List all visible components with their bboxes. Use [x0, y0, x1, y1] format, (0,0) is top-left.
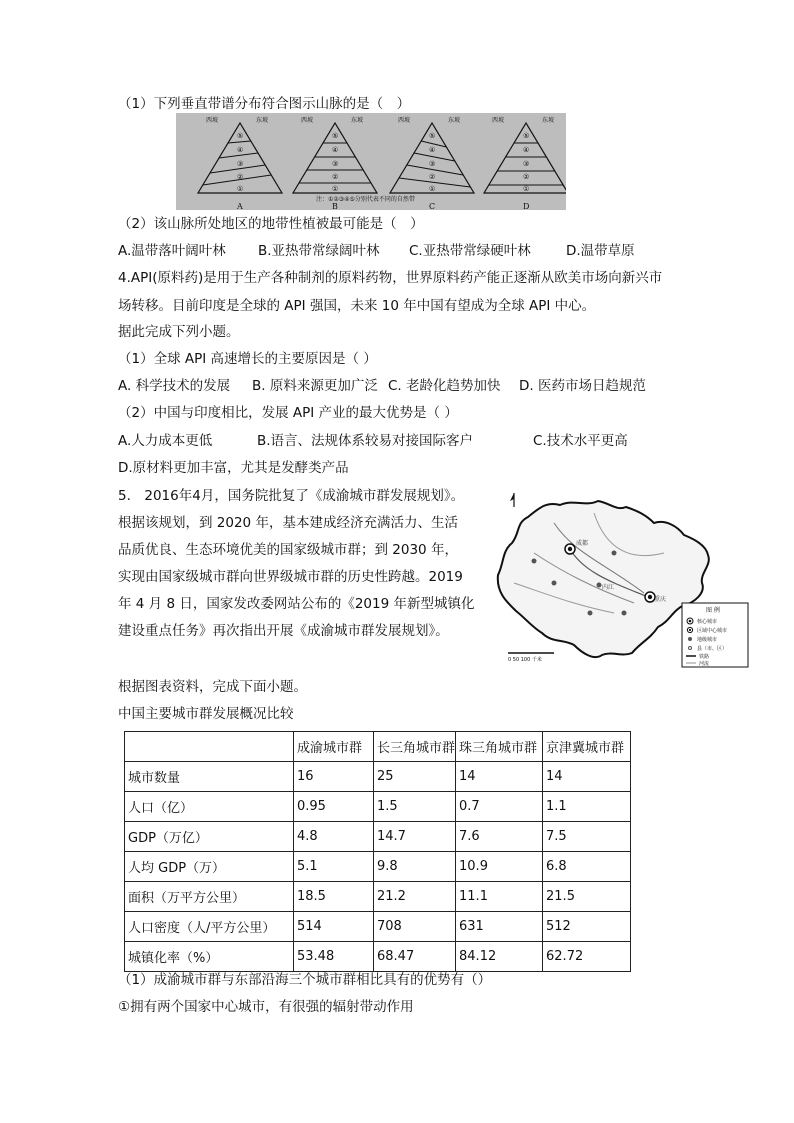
q5-line6: 建设重点任务》再次指出开展《成渝城市群发展规划》。 [118, 623, 449, 639]
q3-option-c[interactable]: C.亚热带常绿硬叶林 [409, 243, 531, 259]
diagram-label: C [429, 202, 436, 210]
zone-mark: ④ [429, 146, 436, 154]
diagram-label: B [332, 202, 338, 210]
mountain-zone-diagrams [176, 113, 566, 210]
q5-line5: 年 4 月 8 日，国家发改委网站公布的《2019 年新型城镇化 [118, 596, 475, 612]
table-cell: 城市数量 [125, 762, 294, 792]
q5-sub1-item1: ①拥有两个国家中心城市，有很强的辐射带动作用 [118, 999, 414, 1015]
q4-sub2-option-b[interactable]: B.语言、法规体系较易对接国际客户 [257, 433, 474, 449]
table-title: 中国主要城市群发展概况比较 [118, 706, 294, 722]
west-slope-label: 西坡 [492, 117, 505, 124]
zone-mark: ① [429, 185, 436, 193]
map-drawing [494, 493, 756, 668]
zone-boundary [228, 141, 251, 143]
table-cell: 1.1 [543, 792, 631, 822]
q3-sub1: （1）下列垂直带谱分布符合图示山脉的是（ ） [118, 96, 411, 112]
q5-sub1: （1）成渝城市群与东部沿海三个城市群相比具有的优势有（） [118, 972, 492, 988]
table-cell: 14.7 [374, 822, 456, 852]
table-row [125, 942, 631, 972]
table-cell: 11.1 [456, 882, 543, 912]
zone-mark: ③ [332, 160, 339, 168]
figure-note: 注：①②③④⑤分别代表不同的自然带 [316, 196, 415, 203]
east-slope-label: 东坡 [256, 117, 269, 124]
map-city-marker [597, 583, 602, 588]
q5-line1: 5. 2016年4月，国务院批复了《成渝城市群发展规划》。 [118, 488, 465, 504]
zone-mark: ③ [429, 160, 436, 168]
table-cell: 城镇化率（%） [125, 942, 294, 972]
table-cell: 9.8 [374, 852, 456, 882]
q3-option-a[interactable]: A.温带落叶阔叶林 [118, 243, 226, 259]
table-row [125, 912, 631, 942]
table-cell: 人均 GDP（万） [125, 852, 294, 882]
table-cell: 53.48 [294, 942, 374, 972]
east-slope-label: 东坡 [448, 117, 461, 124]
diagram-label: D [523, 202, 530, 210]
map-scale: 0 50 100 千米 [508, 657, 542, 663]
legend-item: 地级城市 [697, 637, 718, 643]
map-label-chongqing: 重庆 [654, 596, 667, 603]
table-row [125, 852, 631, 882]
table-cell: 84.12 [456, 942, 543, 972]
q4-instruction: 据此完成下列小题。 [118, 324, 240, 340]
table-cell: 62.72 [543, 942, 631, 972]
q4-sub2-option-c[interactable]: C.技术水平更高 [533, 433, 628, 449]
zone-mark: ② [237, 173, 244, 181]
zone-mark: ③ [523, 160, 530, 168]
zone-mark: ② [523, 173, 530, 181]
q3-option-d[interactable]: D.温带草原 [566, 243, 635, 259]
table-row [125, 762, 631, 792]
table-cell: 10.9 [456, 852, 543, 882]
zone-mark: ① [332, 185, 339, 193]
table-cell: 631 [456, 912, 543, 942]
table-row [125, 882, 631, 912]
q4-sub2: （2）中国与印度相比，发展 API 产业的最大优势是（ ） [118, 405, 458, 421]
legend-item: 铁路 [699, 654, 710, 660]
q5-line4: 实现由国家级城市群向世界级城市群的历史性跨越。2019 [118, 569, 463, 585]
q4-sub1-option-d[interactable]: D. 医药市场日趋规范 [519, 378, 646, 394]
q4-stem-line2: 场转移。目前印度是全球的 API 强国，未来 10 年中国有望成为全球 API 中心。 [118, 298, 596, 314]
zone-mark: ④ [332, 146, 339, 154]
zone-mark: ⑤ [523, 132, 530, 140]
legend-item: 县（市、区） [697, 646, 728, 652]
diagram-label: A [237, 202, 243, 210]
table-header-cell: 珠三角城市群 [456, 732, 543, 762]
zone-mark: ① [237, 185, 244, 193]
table-cell: 7.6 [456, 822, 543, 852]
east-slope-label: 东坡 [351, 117, 364, 124]
zone-mark: ⑤ [332, 132, 339, 140]
legend-item: 区域中心城市 [697, 628, 728, 634]
q4-sub2-option-d[interactable]: D.原材料更加丰富，尤其是发酵类产品 [118, 460, 349, 476]
q5-instruction: 根据图表资料，完成下面小题。 [118, 679, 307, 695]
table-cell: 面积（万平方公里） [125, 882, 294, 912]
table-cell: 人口（亿） [125, 792, 294, 822]
zone-mark: ② [332, 173, 339, 181]
legend-item: 核心城市 [697, 619, 718, 625]
q4-sub1-options [118, 376, 646, 396]
zone-mark: ② [429, 173, 436, 181]
map-label-chengdu: 成都 [576, 540, 589, 547]
q5-line3: 品质优良、生态环境优美的国家级城市群；到 2030 年， [118, 542, 458, 558]
q4-stem-line1: 4.API(原料药)是用于生产各种制剂的原料药物，世界原料药产能正逐渐从欧美市场向新兴市 [118, 270, 663, 286]
city-cluster-table [124, 731, 631, 972]
table-cell: 514 [294, 912, 374, 942]
table-cell: 708 [374, 912, 456, 942]
table-cell: 7.5 [543, 822, 631, 852]
table-cell: 68.47 [374, 942, 456, 972]
east-slope-label: 东坡 [542, 117, 555, 124]
table-cell: 25 [374, 762, 456, 792]
q3-option-b[interactable]: B.亚热带常绿阔叶林 [258, 243, 380, 259]
table-cell: 1.5 [374, 792, 456, 822]
zone-mark: ④ [237, 146, 244, 154]
west-slope-label: 西坡 [398, 117, 411, 124]
table-cell: 21.5 [543, 882, 631, 912]
zone-mark: ① [523, 185, 530, 193]
table-row [125, 792, 631, 822]
table-cell: 6.8 [543, 852, 631, 882]
zone-mark: ④ [523, 146, 530, 154]
table-cell: 14 [456, 762, 543, 792]
chengyu-map [494, 493, 756, 668]
table-header-cell: 京津冀城市群 [543, 732, 631, 762]
west-slope-label: 西坡 [206, 117, 219, 124]
table-cell: 0.7 [456, 792, 543, 822]
q4-sub1-option-c[interactable]: C. 老龄化趋势加快 [388, 378, 501, 394]
table-cell: 18.5 [294, 882, 374, 912]
q4-sub2-option-a[interactable]: A.人力成本更低 [118, 433, 213, 449]
q5-line2: 根据该规划，到 2020 年，基本建成经济充满活力、生活 [118, 515, 458, 531]
table-cell: 0.95 [294, 792, 374, 822]
mountain-zone-figure [176, 113, 566, 210]
west-slope-label: 西坡 [301, 117, 314, 124]
north-arrow-icon [510, 493, 514, 507]
table-cell: 512 [543, 912, 631, 942]
q4-sub1: （1）全球 API 高速增长的主要原因是（ ） [118, 351, 377, 367]
table-row [125, 822, 631, 852]
table-cell: GDP（万亿） [125, 822, 294, 852]
q3-options [118, 241, 635, 261]
table-cell: 14 [543, 762, 631, 792]
zone-mark: ③ [237, 160, 244, 168]
table-header-row [125, 732, 631, 762]
legend-item: 河流 [699, 661, 710, 667]
zone-mark: ⑤ [429, 132, 436, 140]
zone-mark: ⑤ [237, 132, 244, 140]
table-header-cell [125, 732, 294, 762]
table-cell: 16 [294, 762, 374, 792]
map-legend-title: 图 例 [706, 607, 720, 614]
table-cell: 5.1 [294, 852, 374, 882]
q4-sub1-option-a[interactable]: A. 科学技术的发展 [118, 378, 231, 394]
map-label-neijiang: 内江 [602, 584, 615, 591]
table-cell: 4.8 [294, 822, 374, 852]
q4-sub2-options-row1 [118, 431, 628, 451]
table-header-cell: 长三角城市群 [374, 732, 456, 762]
q4-sub1-option-b[interactable]: B. 原料来源更加广泛 [252, 378, 378, 394]
table-header-cell: 成渝城市群 [294, 732, 374, 762]
table-cell: 21.2 [374, 882, 456, 912]
table-cell: 人口密度（人/平方公里） [125, 912, 294, 942]
q3-sub2: （2）该山脉所处地区的地带性植被最可能是（ ） [118, 216, 424, 232]
